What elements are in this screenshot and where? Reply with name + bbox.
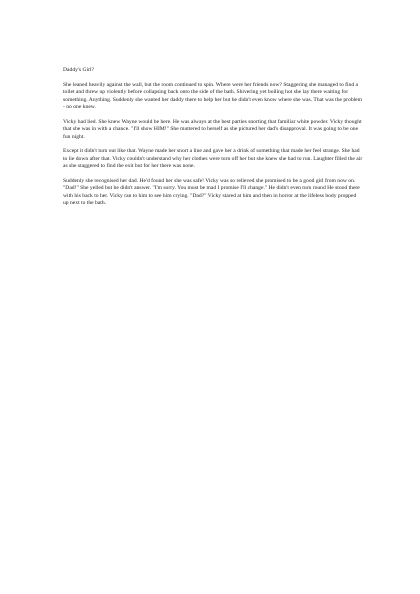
document-title: Daddy's Girl? (63, 67, 94, 73)
document-body (63, 67, 363, 215)
paragraph: Suddenly she recognised her dad. He'd found her she was safe! Vicky was so relieved she promised to be a good girl from now on. "Dad!" She yelled but he didn't answer. "I'm sorry. You must be mad I promise I'll change." He didn't even turn round He stood there with his back to her. Vicky ran to him to see him crying. "Dad?" Vicky stared at him and then in horror at the lifeless body propped up next to the bath. (63, 178, 360, 207)
paragraph: She leaned heavily against the wall, but the room continued to spin. Where were her friends now? Staggering she managed to find a toilet and threw up violently before collapsing back onto the side of the bath. Shivering yet boiling hot she lay there waiting for something. Anything. Suddenly she wanted her daddy there to help her but he didn't even know where she was. That was the problem - no one knew. (63, 81, 363, 111)
paragraph: Except it didn't turn out like that. Wayne made her snort a line and gave her a drink of something that made her feel strange. She had to lie down after that. Vicky couldn't understand why her clothes were torn off her but she knew she had to run. Laughter filled the air as she staggered to find the exit but for her there was none. (63, 148, 363, 170)
paragraph: Vicky had lied. She knew Wayne would be here. He was always at the best parties snorting that familiar white powder. Vicky thought that she was in with a chance. "I'll show HIM!" She muttered to herself as she pictured her dad's disapproval. It was going to be one fun night. (63, 118, 362, 140)
